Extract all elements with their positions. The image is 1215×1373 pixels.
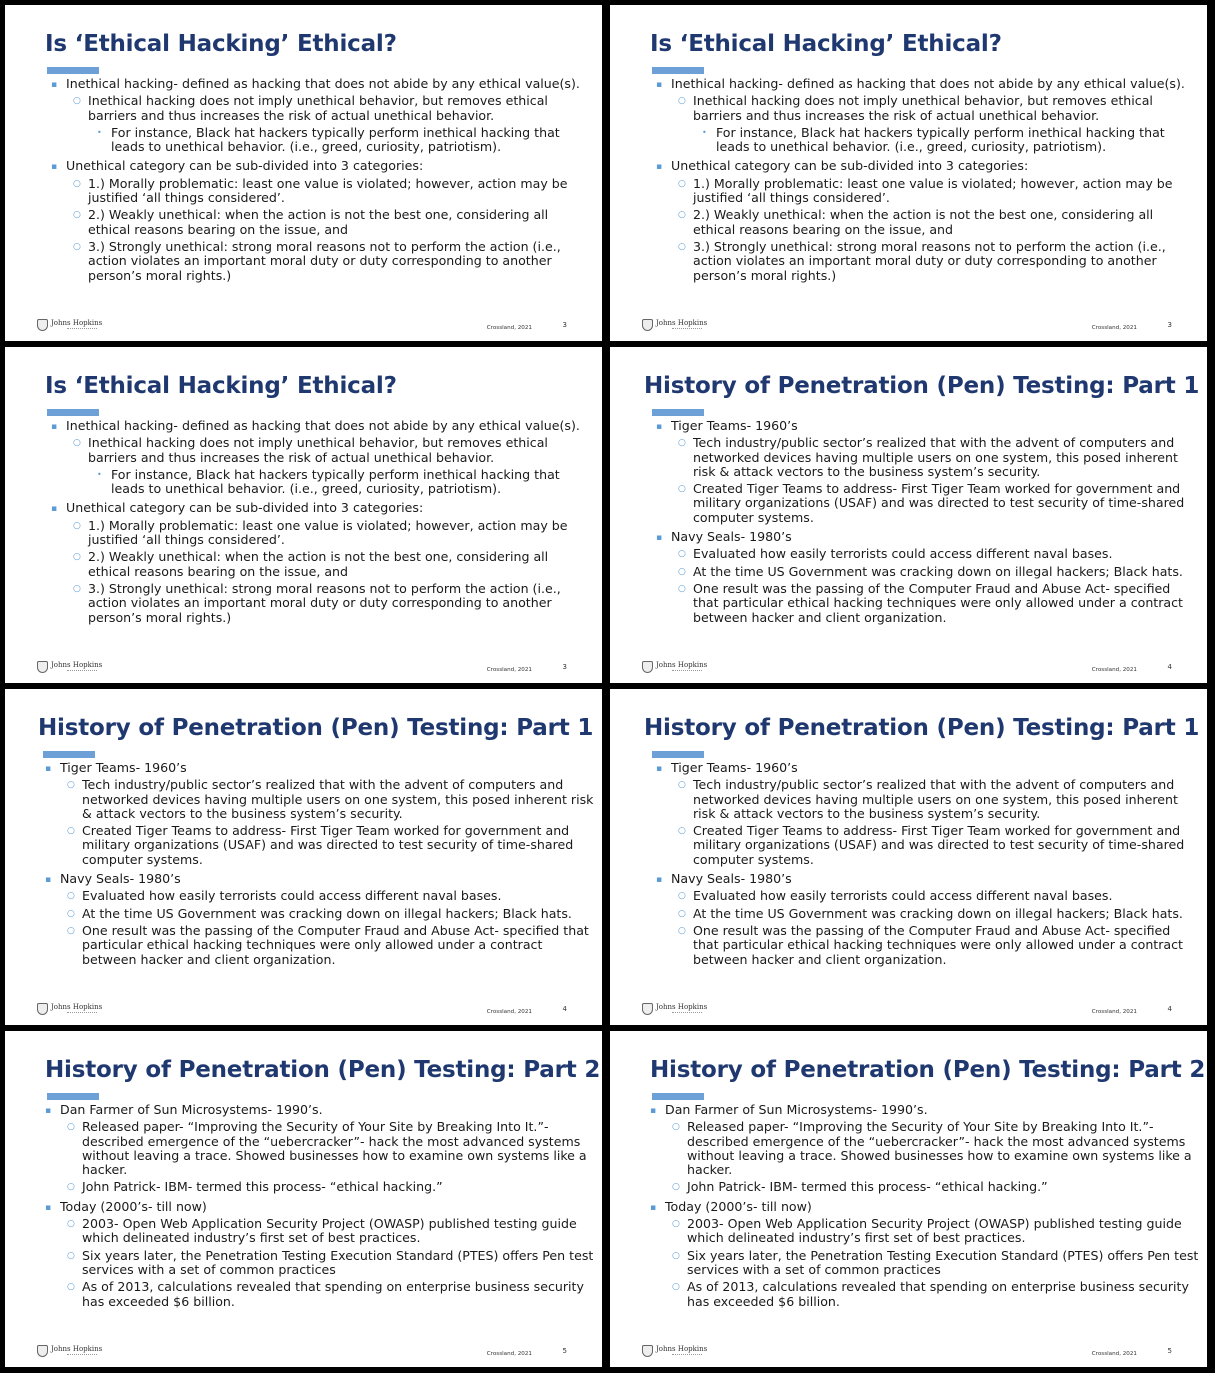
- bullet-text: 2.) Weakly unethical: when the action is not the best one, considering all ethical reasons bearing on the issue, and: [693, 207, 1154, 237]
- hollow-circle-bullet-icon: ○: [672, 1122, 680, 1133]
- johns-hopkins-logo: [37, 661, 127, 675]
- logo-subtitle-line: [67, 328, 97, 329]
- bullet-item-level-1: [44, 1103, 594, 1117]
- bullet-text: Tiger Teams- 1960’s: [671, 418, 798, 433]
- bullet-item-level-1: [44, 1200, 594, 1214]
- bullet-text: Inethical hacking does not imply unethical behavior, but removes ethical barriers and thus increases the risk of actual unethical behavior.: [88, 93, 548, 123]
- bullet-item-level-1: [50, 159, 594, 173]
- bullet-item-level-2: [655, 565, 1199, 579]
- logo-text: Johns Hopkins: [656, 319, 708, 327]
- slide-title: Is ‘Ethical Hacking’ Ethical?: [45, 31, 397, 57]
- bullet-item-level-1: [655, 872, 1199, 886]
- bullet-item-level-2: [50, 240, 594, 283]
- bullet-text: At the time US Government was cracking down on illegal hackers; Black hats.: [82, 905, 572, 921]
- bullet-text: Evaluated how easily terrorists could access different naval bases.: [82, 888, 502, 904]
- hollow-circle-bullet-icon: ○: [73, 178, 81, 189]
- bullet-item-level-1: [655, 77, 1199, 91]
- square-bullet-icon: ▪: [45, 875, 52, 886]
- slide-page-number: 4: [562, 1005, 567, 1013]
- footer-credit: Crossland, 2021: [1091, 1351, 1137, 1357]
- slide-title: Is ‘Ethical Hacking’ Ethical?: [650, 31, 1002, 57]
- slide-title: Is ‘Ethical Hacking’ Ethical?: [45, 373, 397, 399]
- footer-credit: Crossland, 2021: [1091, 1009, 1137, 1015]
- square-bullet-icon: ▪: [51, 162, 58, 173]
- square-bullet-icon: ▪: [650, 1106, 657, 1116]
- hollow-circle-bullet-icon: ○: [67, 1250, 75, 1261]
- hollow-circle-bullet-icon: ○: [678, 925, 686, 936]
- slide-title: History of Penetration (Pen) Testing: Part 2: [650, 1057, 1206, 1083]
- slide-title: History of Penetration (Pen) Testing: Part 1: [644, 373, 1200, 399]
- bullet-text: One result was the passing of the Computer Fraud and Abuse Act- specified that particular ethical hacking techniques were only allowed under a contract between hacker and client organization.: [693, 580, 1183, 625]
- hollow-circle-bullet-icon: ○: [678, 438, 686, 449]
- bullet-item-level-2: [44, 907, 594, 921]
- bullet-item-level-1: [50, 419, 594, 433]
- slide-page-number: 3: [562, 663, 567, 671]
- bullet-item-level-2: [655, 924, 1199, 967]
- square-bullet-icon: •: [702, 127, 707, 137]
- slide-bullet-list: [50, 77, 594, 283]
- bullet-text: For instance, Black hat hackers typically perform inethical hacking that leads to unethical behavior. (i.e., greed, curiosity, patriotism).: [111, 466, 560, 497]
- logo-subtitle-line: [672, 328, 702, 329]
- bullet-text: Today (2000’s- till now): [665, 1198, 812, 1214]
- bullet-text: One result was the passing of the Computer Fraud and Abuse Act- specified that particular ethical hacking techniques were only allowed under a contract between hacker and client organization.: [693, 922, 1183, 967]
- hollow-circle-bullet-icon: ○: [73, 241, 81, 252]
- bullet-text: At the time US Government was cracking down on illegal hackers; Black hats.: [693, 905, 1183, 921]
- bullet-text: Inethical hacking- defined as hacking that does not abide by any ethical value(s).: [66, 76, 580, 91]
- bullet-item-level-2: [50, 94, 594, 123]
- square-bullet-icon: ▪: [656, 80, 663, 90]
- johns-hopkins-logo: [642, 1003, 732, 1017]
- hollow-circle-bullet-icon: ○: [678, 178, 686, 189]
- slide-title: History of Penetration (Pen) Testing: Part 1: [644, 715, 1200, 741]
- slide-page-number: 5: [1167, 1347, 1172, 1355]
- bullet-item-level-2: [655, 94, 1199, 123]
- hollow-circle-bullet-icon: ○: [73, 96, 81, 107]
- slide-thumbnail[interactable]: [5, 347, 602, 683]
- bullet-text: Inethical hacking- defined as hacking that does not abide by any ethical value(s).: [671, 76, 1185, 91]
- slide-bullet-list: [50, 419, 594, 625]
- bullet-item-level-1: [655, 419, 1199, 433]
- square-bullet-icon: ▪: [45, 1106, 52, 1116]
- bullet-item-level-2: [50, 582, 594, 625]
- bullet-item-level-2: [655, 482, 1199, 525]
- slide-bullet-list: [655, 419, 1199, 625]
- bullet-text: At the time US Government was cracking down on illegal hackers; Black hats.: [693, 563, 1183, 579]
- hollow-circle-bullet-icon: ○: [67, 1122, 75, 1133]
- shield-icon: [642, 661, 653, 673]
- bullet-text: Navy Seals- 1980’s: [60, 871, 181, 887]
- logo-subtitle-line: [672, 1012, 702, 1013]
- bullet-item-level-1: [649, 1200, 1199, 1214]
- hollow-circle-bullet-icon: ○: [73, 583, 81, 594]
- slide-thumbnail[interactable]: [5, 1031, 602, 1367]
- shield-icon: [37, 319, 48, 331]
- footer-credit: Crossland, 2021: [486, 667, 532, 673]
- bullet-item-level-1: [655, 761, 1199, 775]
- title-accent-bar: [652, 67, 704, 74]
- bullet-item-level-2: [50, 519, 594, 548]
- hollow-circle-bullet-icon: ○: [67, 1182, 75, 1193]
- square-bullet-icon: ▪: [650, 1202, 657, 1213]
- bullet-item-level-2: [44, 924, 594, 967]
- bullet-item-level-2: [44, 824, 594, 867]
- bullet-text: Inethical hacking- defined as hacking that does not abide by any ethical value(s).: [66, 418, 580, 433]
- slide-page-number: 3: [562, 321, 567, 329]
- title-accent-bar: [43, 751, 95, 758]
- footer-credit: Crossland, 2021: [486, 325, 532, 331]
- shield-icon: [642, 1003, 653, 1015]
- bullet-text: Inethical hacking does not imply unethical behavior, but removes ethical barriers and thus increases the risk of actual unethical behavior.: [693, 93, 1153, 123]
- bullet-text: 1.) Morally problematic: least one value is violated; however, action may be justified ‘all things considered’.: [88, 175, 568, 206]
- bullet-item-level-2: [655, 907, 1199, 921]
- bullet-text: As of 2013, calculations revealed that spending on enterprise business security has exceeded $6 billion.: [687, 1279, 1189, 1309]
- logo-text: Johns Hopkins: [656, 661, 708, 669]
- bullet-text: Six years later, the Penetration Testing Execution Standard (PTES) offers Pen test services with a set of common practices: [82, 1247, 594, 1277]
- hollow-circle-bullet-icon: ○: [672, 1250, 680, 1261]
- bullet-text: Tech industry/public sector’s realized that with the advent of computers and networked devices having multiple users on one system, this posed inherent risk & attack vectors to the business system’s security.: [693, 435, 1178, 479]
- bullet-text: Tech industry/public sector’s realized that with the advent of computers and networked devices having multiple users on one system, this posed inherent risk & attack vectors to the business system’s security.: [82, 777, 594, 821]
- square-bullet-icon: ▪: [51, 422, 58, 432]
- bullet-text: Today (2000’s- till now): [60, 1198, 207, 1214]
- johns-hopkins-logo: [37, 1003, 127, 1017]
- bullet-item-level-2: [655, 208, 1199, 237]
- slide-thumbnail[interactable]: [5, 5, 602, 341]
- bullet-item-level-2: [649, 1120, 1199, 1177]
- slide-thumbnail[interactable]: [5, 689, 602, 1025]
- bullet-item-level-2: [649, 1180, 1199, 1194]
- hollow-circle-bullet-icon: ○: [678, 566, 686, 577]
- logo-subtitle-line: [672, 670, 702, 671]
- square-bullet-icon: ▪: [45, 1202, 52, 1213]
- logo-subtitle-line: [67, 1012, 97, 1013]
- slide-bullet-list: [655, 77, 1199, 283]
- footer-credit: Crossland, 2021: [1091, 325, 1137, 331]
- bullet-item-level-3: [50, 468, 594, 497]
- title-accent-bar: [652, 751, 704, 758]
- slide-thumbnail[interactable]: [610, 689, 1207, 1025]
- bullet-text: John Patrick- IBM- termed this process- “ethical hacking.”: [82, 1179, 443, 1195]
- bullet-item-level-2: [44, 889, 594, 903]
- bullet-text: Dan Farmer of Sun Microsystems- 1990’s.: [665, 1102, 928, 1117]
- hollow-circle-bullet-icon: ○: [67, 908, 75, 919]
- slide-page-number: 4: [1167, 663, 1172, 671]
- bullet-text: Created Tiger Teams to address- First Tiger Team worked for government and military organizations (USAF) and was directed to test security of time-shared computer systems.: [693, 823, 1185, 867]
- bullet-text: Created Tiger Teams to address- First Tiger Team worked for government and military organizations (USAF) and was directed to test security of time-shared computer systems.: [82, 823, 574, 867]
- logo-subtitle-line: [672, 1354, 702, 1355]
- hollow-circle-bullet-icon: ○: [73, 520, 81, 531]
- bullet-item-level-2: [50, 436, 594, 465]
- bullet-text: Created Tiger Teams to address- First Tiger Team worked for government and military organizations (USAF) and was directed to test security of time-shared computer systems.: [693, 481, 1185, 525]
- bullet-item-level-1: [44, 872, 594, 886]
- hollow-circle-bullet-icon: ○: [678, 826, 686, 837]
- footer-credit: Crossland, 2021: [486, 1009, 532, 1015]
- bullet-text: Unethical category can be sub-divided into 3 categories:: [671, 158, 1029, 174]
- hollow-circle-bullet-icon: ○: [67, 780, 75, 791]
- hollow-circle-bullet-icon: ○: [67, 1282, 75, 1293]
- logo-text: Johns Hopkins: [51, 319, 103, 327]
- bullet-item-level-2: [44, 1249, 594, 1278]
- logo-text: Johns Hopkins: [656, 1345, 708, 1353]
- logo-text: Johns Hopkins: [51, 661, 103, 669]
- hollow-circle-bullet-icon: ○: [678, 96, 686, 107]
- hollow-circle-bullet-icon: ○: [678, 241, 686, 252]
- slide-thumbnail[interactable]: [610, 1031, 1207, 1367]
- bullet-text: John Patrick- IBM- termed this process- “ethical hacking.”: [687, 1179, 1048, 1195]
- bullet-text: For instance, Black hat hackers typically perform inethical hacking that leads to unethical behavior. (i.e., greed, curiosity, patriotism).: [716, 124, 1165, 155]
- slide-thumbnail[interactable]: [610, 5, 1207, 341]
- hollow-circle-bullet-icon: ○: [672, 1282, 680, 1293]
- hollow-circle-bullet-icon: ○: [678, 583, 686, 594]
- bullet-text: Six years later, the Penetration Testing Execution Standard (PTES) offers Pen test services with a set of common practices: [687, 1247, 1199, 1277]
- bullet-item-level-2: [44, 1280, 594, 1309]
- shield-icon: [642, 1345, 653, 1357]
- bullet-text: Inethical hacking does not imply unethical behavior, but removes ethical barriers and thus increases the risk of actual unethical behavior.: [88, 435, 548, 465]
- footer-credit: Crossland, 2021: [486, 1351, 532, 1357]
- bullet-item-level-1: [50, 77, 594, 91]
- slide-thumbnail[interactable]: [610, 347, 1207, 683]
- shield-icon: [37, 1345, 48, 1357]
- title-accent-bar: [652, 409, 704, 416]
- hollow-circle-bullet-icon: ○: [678, 484, 686, 495]
- hollow-circle-bullet-icon: ○: [73, 210, 81, 221]
- bullet-text: 3.) Strongly unethical: strong moral reasons not to perform the action (i.e., action violates an important moral duty or duty corresponding to another person’s moral rights.): [693, 238, 1166, 283]
- hollow-circle-bullet-icon: ○: [67, 891, 75, 902]
- bullet-text: Unethical category can be sub-divided into 3 categories:: [66, 500, 424, 516]
- bullet-text: Evaluated how easily terrorists could access different naval bases.: [693, 546, 1113, 562]
- bullet-item-level-2: [649, 1217, 1199, 1246]
- slide-page-number: 5: [562, 1347, 567, 1355]
- square-bullet-icon: ▪: [45, 764, 52, 774]
- logo-subtitle-line: [67, 1354, 97, 1355]
- bullet-text: Tech industry/public sector’s realized that with the advent of computers and networked devices having multiple users on one system, this posed inherent risk & attack vectors to the business system’s security.: [693, 777, 1178, 821]
- logo-text: Johns Hopkins: [51, 1345, 103, 1353]
- title-accent-bar: [47, 67, 99, 74]
- hollow-circle-bullet-icon: ○: [73, 438, 81, 449]
- bullet-text: 2.) Weakly unethical: when the action is not the best one, considering all ethical reasons bearing on the issue, and: [88, 549, 549, 579]
- hollow-circle-bullet-icon: ○: [678, 780, 686, 791]
- slide-bullet-list: [44, 1103, 594, 1309]
- footer-credit: Crossland, 2021: [1091, 667, 1137, 673]
- bullet-text: As of 2013, calculations revealed that spending on enterprise business security has exceeded $6 billion.: [82, 1279, 584, 1309]
- bullet-text: Unethical category can be sub-divided into 3 categories:: [66, 158, 424, 174]
- bullet-item-level-1: [649, 1103, 1199, 1117]
- shield-icon: [37, 661, 48, 673]
- bullet-text: 2003- Open Web Application Security Project (OWASP) published testing guide which delineated industry’s first set of best practices.: [687, 1216, 1182, 1246]
- square-bullet-icon: ▪: [656, 533, 663, 544]
- bullet-item-level-2: [649, 1280, 1199, 1309]
- bullet-item-level-2: [655, 547, 1199, 561]
- bullet-item-level-2: [44, 1120, 594, 1177]
- hollow-circle-bullet-icon: ○: [672, 1219, 680, 1230]
- bullet-text: For instance, Black hat hackers typically perform inethical hacking that leads to unethical behavior. (i.e., greed, curiosity, patriotism).: [111, 124, 560, 155]
- bullet-text: Released paper- “Improving the Security of Your Site by Breaking Into It.”- described emergence of the “uebercracker”- hack the most advanced systems without leaving a trace. Showed businesses how to examine own systems like a hacker.: [82, 1119, 587, 1178]
- bullet-item-level-2: [655, 889, 1199, 903]
- square-bullet-icon: ▪: [51, 80, 58, 90]
- bullet-item-level-2: [50, 550, 594, 579]
- square-bullet-icon: ▪: [656, 764, 663, 774]
- bullet-item-level-2: [44, 1217, 594, 1246]
- bullet-text: Tiger Teams- 1960’s: [671, 760, 798, 775]
- slide-page-number: 3: [1167, 321, 1172, 329]
- hollow-circle-bullet-icon: ○: [67, 925, 75, 936]
- bullet-text: 3.) Strongly unethical: strong moral reasons not to perform the action (i.e., action violates an important moral duty or duty corresponding to another person’s moral rights.): [88, 580, 561, 625]
- square-bullet-icon: ▪: [51, 504, 58, 515]
- johns-hopkins-logo: [642, 661, 732, 675]
- hollow-circle-bullet-icon: ○: [73, 552, 81, 563]
- logo-text: Johns Hopkins: [656, 1003, 708, 1011]
- bullet-item-level-2: [655, 436, 1199, 479]
- square-bullet-icon: •: [97, 127, 102, 137]
- bullet-item-level-1: [50, 501, 594, 515]
- square-bullet-icon: ▪: [656, 162, 663, 173]
- bullet-item-level-2: [649, 1249, 1199, 1278]
- bullet-text: Navy Seals- 1980’s: [671, 529, 792, 545]
- slide-title: History of Penetration (Pen) Testing: Part 1: [38, 715, 594, 741]
- bullet-text: Navy Seals- 1980’s: [671, 871, 792, 887]
- title-accent-bar: [652, 1093, 704, 1100]
- bullet-item-level-1: [655, 530, 1199, 544]
- bullet-text: 2.) Weakly unethical: when the action is not the best one, considering all ethical reasons bearing on the issue, and: [88, 207, 549, 237]
- bullet-item-level-3: [655, 126, 1199, 155]
- logo-subtitle-line: [67, 670, 97, 671]
- hollow-circle-bullet-icon: ○: [678, 210, 686, 221]
- bullet-item-level-2: [655, 177, 1199, 206]
- bullet-item-level-2: [655, 778, 1199, 821]
- slide-bullet-list: [649, 1103, 1199, 1309]
- hollow-circle-bullet-icon: ○: [678, 549, 686, 560]
- slide-page-number: 4: [1167, 1005, 1172, 1013]
- bullet-text: 2003- Open Web Application Security Project (OWASP) published testing guide which delineated industry’s first set of best practices.: [82, 1216, 577, 1246]
- bullet-item-level-1: [44, 761, 594, 775]
- bullet-text: Dan Farmer of Sun Microsystems- 1990’s.: [60, 1102, 323, 1117]
- shield-icon: [642, 319, 653, 331]
- bullet-item-level-2: [44, 1180, 594, 1194]
- slide-bullet-list: [655, 761, 1199, 967]
- bullet-text: Released paper- “Improving the Security of Your Site by Breaking Into It.”- described emergence of the “uebercracker”- hack the most advanced systems without leaving a trace. Showed businesses how to examine own systems like a hacker.: [687, 1119, 1192, 1178]
- bullet-item-level-2: [655, 582, 1199, 625]
- title-accent-bar: [47, 409, 99, 416]
- bullet-item-level-2: [50, 177, 594, 206]
- logo-text: Johns Hopkins: [51, 1003, 103, 1011]
- hollow-circle-bullet-icon: ○: [672, 1182, 680, 1193]
- johns-hopkins-logo: [37, 1345, 127, 1359]
- square-bullet-icon: •: [97, 469, 102, 479]
- hollow-circle-bullet-icon: ○: [678, 891, 686, 902]
- bullet-text: Evaluated how easily terrorists could access different naval bases.: [693, 888, 1113, 904]
- bullet-text: 3.) Strongly unethical: strong moral reasons not to perform the action (i.e., action violates an important moral duty or duty corresponding to another person’s moral rights.): [88, 238, 561, 283]
- bullet-text: One result was the passing of the Computer Fraud and Abuse Act- specified that particular ethical hacking techniques were only allowed under a contract between hacker and client organization.: [82, 922, 589, 967]
- bullet-text: Tiger Teams- 1960’s: [60, 760, 187, 775]
- hollow-circle-bullet-icon: ○: [67, 1219, 75, 1230]
- bullet-item-level-2: [655, 240, 1199, 283]
- johns-hopkins-logo: [642, 1345, 732, 1359]
- johns-hopkins-logo: [37, 319, 127, 333]
- bullet-item-level-3: [50, 126, 594, 155]
- bullet-item-level-1: [655, 159, 1199, 173]
- johns-hopkins-logo: [642, 319, 732, 333]
- title-accent-bar: [47, 1093, 99, 1100]
- shield-icon: [37, 1003, 48, 1015]
- slide-bullet-list: [44, 761, 594, 967]
- slide-title: History of Penetration (Pen) Testing: Part 2: [45, 1057, 601, 1083]
- hollow-circle-bullet-icon: ○: [678, 908, 686, 919]
- bullet-text: 1.) Morally problematic: least one value is violated; however, action may be justified ‘all things considered’.: [693, 175, 1173, 206]
- bullet-text: 1.) Morally problematic: least one value is violated; however, action may be justified ‘all things considered’.: [88, 517, 568, 548]
- bullet-item-level-2: [44, 778, 594, 821]
- hollow-circle-bullet-icon: ○: [67, 826, 75, 837]
- square-bullet-icon: ▪: [656, 422, 663, 432]
- bullet-item-level-2: [655, 824, 1199, 867]
- bullet-item-level-2: [50, 208, 594, 237]
- square-bullet-icon: ▪: [656, 875, 663, 886]
